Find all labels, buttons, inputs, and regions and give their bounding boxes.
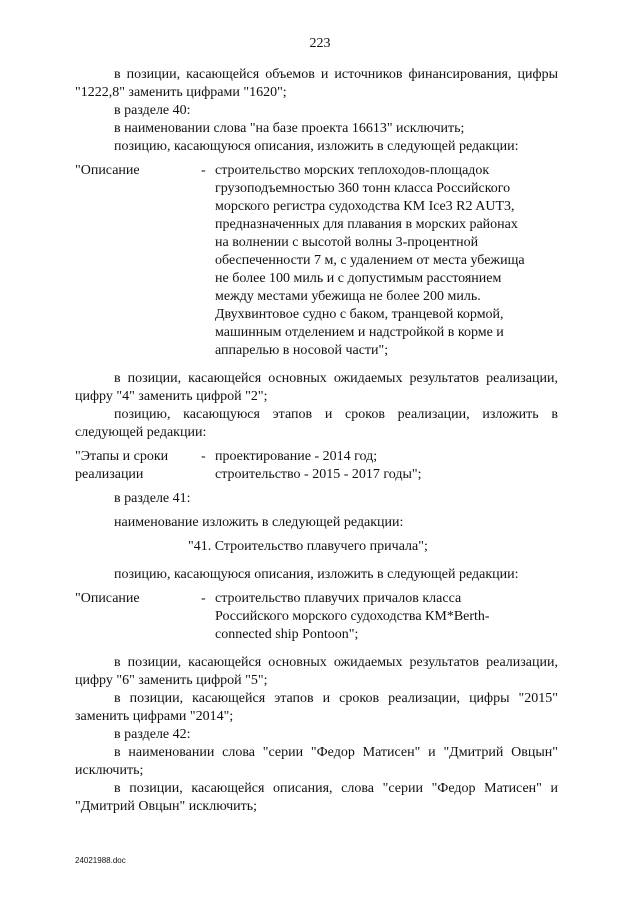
paragraph: позицию, касающуюся этапов и сроков реализации, изложить в следующей редакции: (75, 407, 558, 440)
row-text (215, 448, 558, 484)
document-body (75, 66, 558, 816)
paragraph: в позиции, касающейся этапов и сроков реализации, цифры "2015" заменить цифрами "2014"; (75, 691, 558, 724)
page-number: 223 (309, 36, 331, 51)
paragraph: в разделе 42: (114, 727, 191, 742)
table-row-description (75, 590, 558, 644)
paragraph: позицию, касающуюся описания, изложить в следующей редакции: (114, 567, 519, 582)
row-dash: - (201, 449, 206, 464)
row-dash: - (201, 163, 206, 178)
paragraph: в позиции, касающейся объемов и источников финансирования, цифры "1222,8" заменить цифрами "1620"; (75, 67, 558, 100)
row-text-line: проектирование - 2014 год; (215, 449, 378, 464)
paragraph: позицию, касающуюся описания, изложить в следующей редакции: (114, 139, 519, 154)
row-label: "Описание (75, 163, 140, 178)
table-row-stages (75, 448, 558, 484)
row-text: строительство морских теплоходов-площадок грузоподъемностью 360 тонн класса Российского морского регистра судоходства КМ Ice3 R2 AUT3, предназначенных для плавания в морских районах на волнении с высотой волны 3-процентной обеспеченности 7 м, с удалением от места убежища не более 100 миль и с допустимым расстоянием между местами убежища не более 200 миль. Двухвинтовое судно с баком, транцевой кормой, машинным отделением и надстройкой в корме и аппарелью в носовой части"; (215, 163, 525, 358)
paragraph: в разделе 40: (114, 103, 191, 118)
section-title-quote: "41. Строительство плавучего причала"; (188, 539, 428, 554)
row-text-line: строительство - 2015 - 2017 годы"; (215, 467, 422, 482)
row-label: "Описание (75, 591, 140, 606)
paragraph: в позиции, касающейся основных ожидаемых результатов реализации, цифру "6" заменить цифрой "5"; (75, 655, 558, 688)
paragraph: наименование изложить в следующей редакции: (114, 515, 404, 530)
row-text: строительство плавучих причалов класса Российского морского судоходства КМ*Berth-connected ship Pontoon"; (215, 591, 490, 642)
paragraph: в наименовании слова "на базе проекта 16613" исключить; (114, 121, 465, 136)
paragraph: в наименовании слова "серии "Федор Матисен" и "Дмитрий Овцын" исключить; (75, 745, 558, 778)
paragraph: в разделе 41: (114, 491, 191, 506)
row-dash: - (201, 591, 206, 606)
file-name-footer: 24021988.doc (75, 856, 126, 865)
table-row-description (75, 162, 558, 360)
row-label: "Этапы и сроки реализации (75, 449, 169, 482)
paragraph: в позиции, касающейся описания, слова "серии "Федор Матисен" и "Дмитрий Овцын" исключить; (75, 781, 558, 814)
paragraph: в позиции, касающейся основных ожидаемых результатов реализации, цифру "4" заменить цифрой "2"; (75, 371, 558, 404)
